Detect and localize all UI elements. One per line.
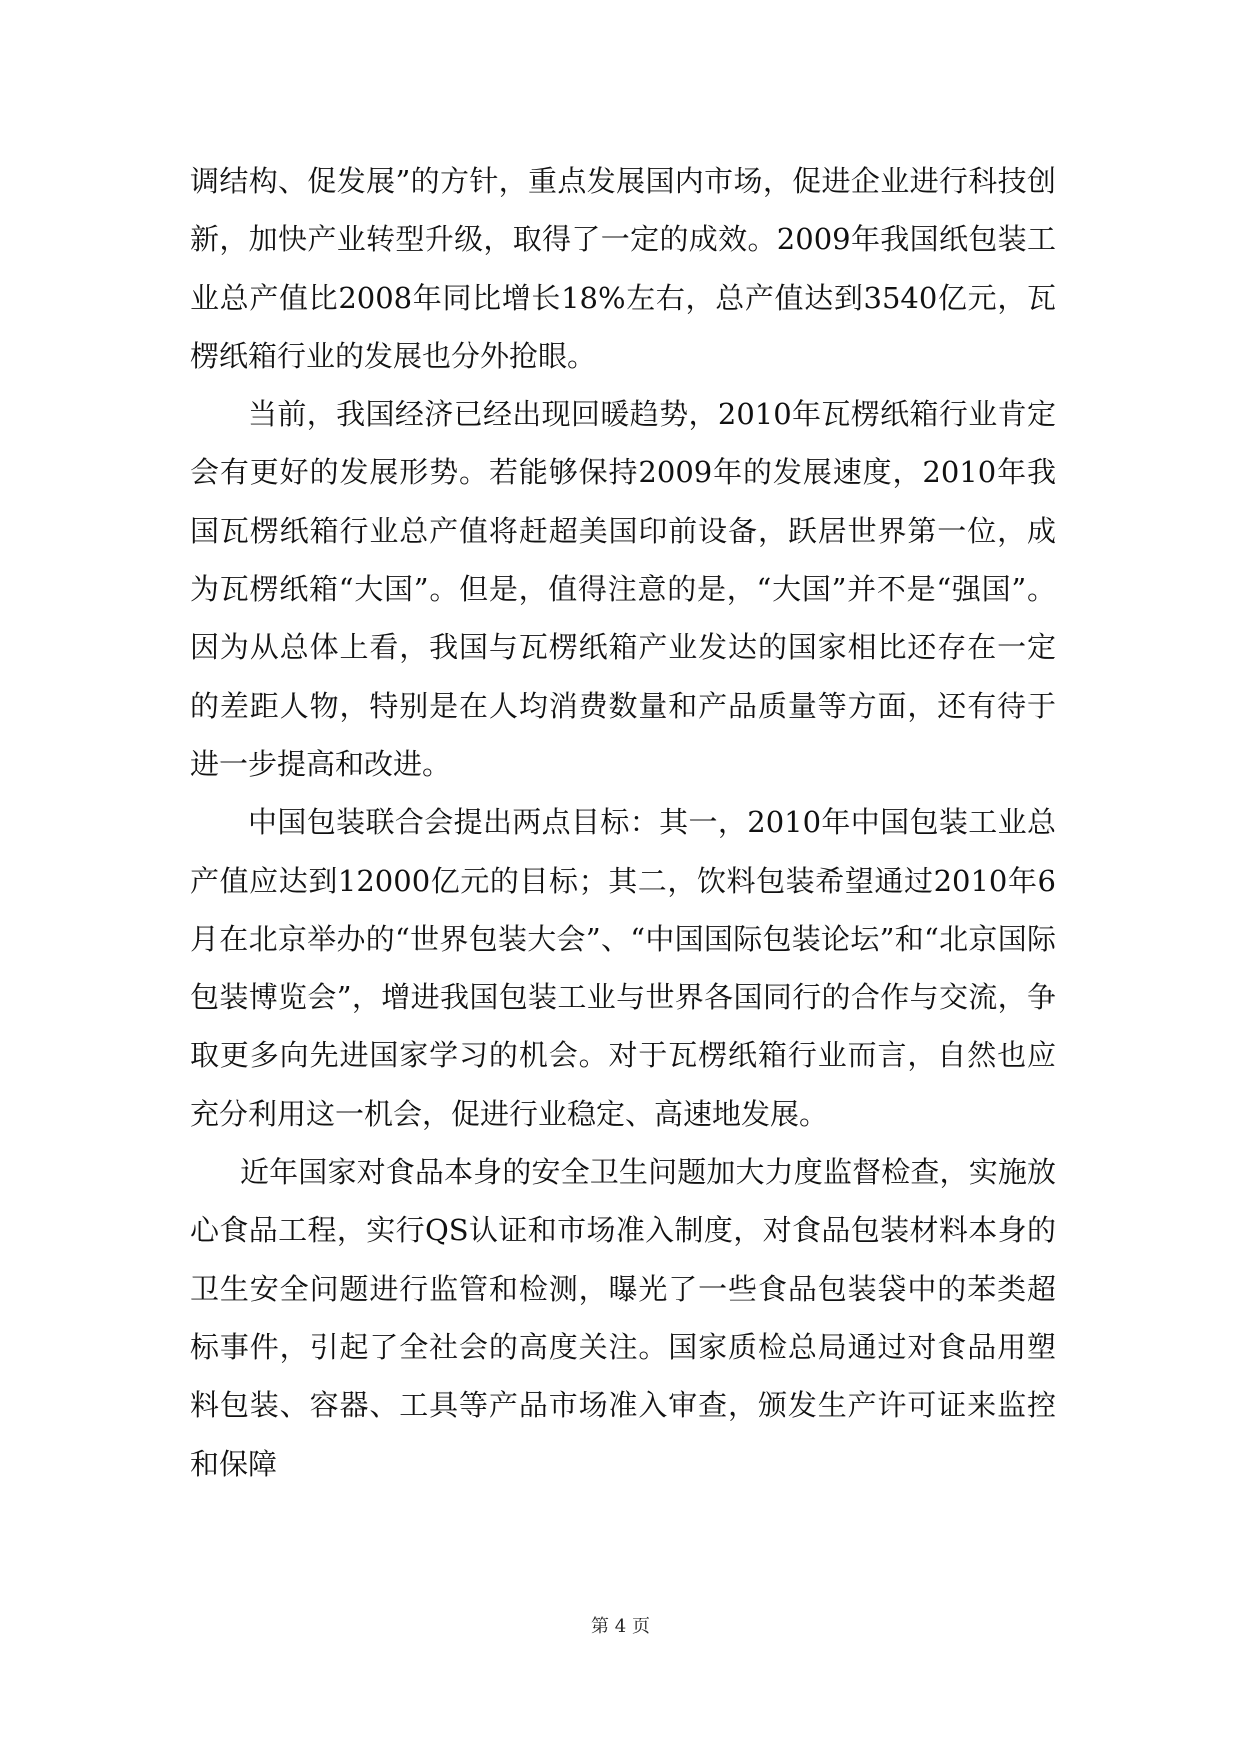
paragraph-2: 当前，我国经济已经出现回暖趋势，2010年瓦楞纸箱行业肯定会有更好的发展形势。若能够保持2009年的发展速度，2010年我国瓦楞纸箱行业总产值将赶超美国印前设备，跃居世界第一位，成为瓦楞纸箱“大国”。但是，值得注意的是，“大国”并不是“强国”。因为从总体上看，我国与瓦楞纸箱产业发达的国家相比还存在一定的差距人物，特别是在人均消费数量和产品质量等方面，还有待于进一步提高和改进。 [190,397,1056,781]
paragraph-1: 调结构、促发展”的方针，重点发展国内市场，促进企业进行科技创新，加快产业转型升级，取得了一定的成效。2009年我国纸包装工业总产值比2008年同比增长18%左右，总产值达到3540亿元，瓦楞纸箱行业的发展也分外抢眼。 [190,164,1056,373]
page-number: 第 4 页 [591,1616,650,1637]
document-body [190,152,1056,1493]
paragraph-4: 近年国家对食品本身的安全卫生问题加大力度监督检查，实施放心食品工程，实行QS认证和市场准入制度，对食品包装材料本身的卫生安全问题进行监管和检测，曝光了一些食品包装袋中的苯类超标事件，引起了全社会的高度关注。国家质检总局通过对食品用塑料包装、容器、工具等产品市场准入审查，颁发生产许可证来监控和保障 [190,1155,1056,1481]
paragraph-3: 中国包装联合会提出两点目标：其一，2010年中国包装工业总产值应达到12000亿元的目标；其二，饮料包装希望通过2010年6月在北京举办的“世界包装大会”、“中国国际包装论坛”和“北京国际包装博览会”，增进我国包装工业与世界各国同行的合作与交流，争取更多向先进国家学习的机会。对于瓦楞纸箱行业而言，自然也应充分利用这一机会，促进行业稳定、高速地发展。 [190,805,1056,1131]
